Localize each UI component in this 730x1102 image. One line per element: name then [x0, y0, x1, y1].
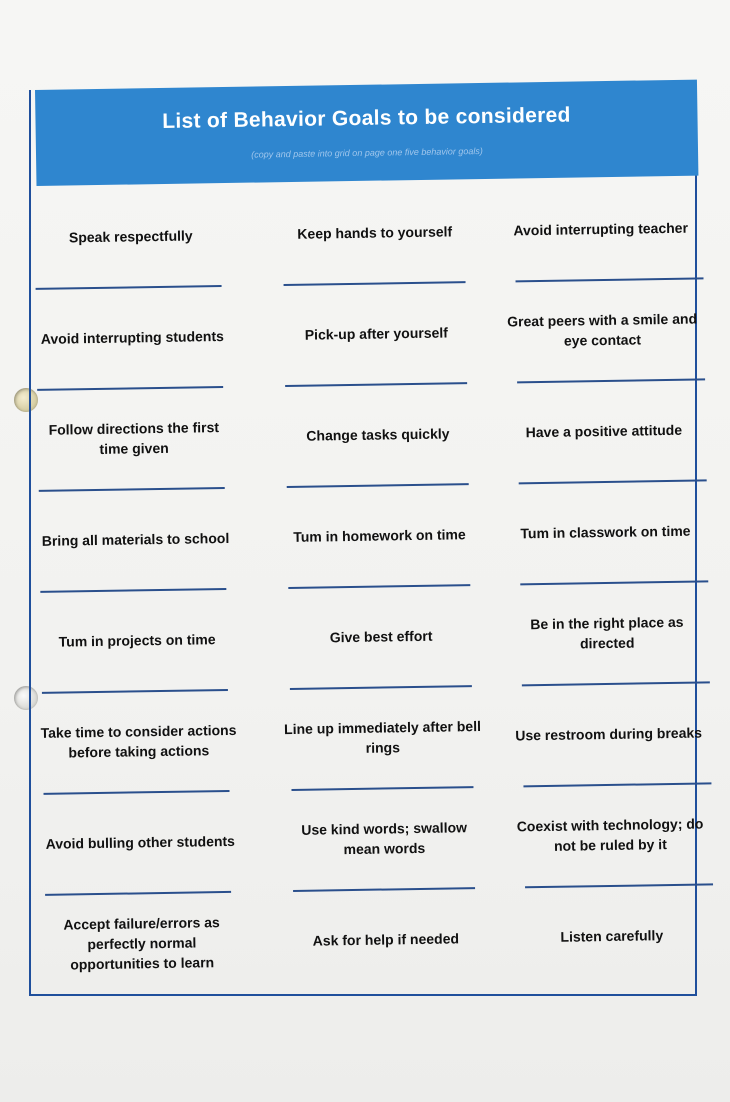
goal-cell: Great peers with a smile and eye contact [507, 310, 698, 349]
goal-cell: Line up immediately after bell rings [283, 717, 482, 756]
goal-cell: Follow directions the first time given [48, 419, 220, 457]
goal-cell: Tum in homework on time [293, 526, 466, 545]
goal-cell: Change tasks quickly [306, 425, 450, 444]
goal-cell: Avoid interrupting teacher [513, 219, 689, 239]
goal-cell: Pick-up after yourself [304, 324, 449, 343]
goal-cell: Tum in classwork on time [520, 522, 691, 542]
goals-grid [30, 177, 715, 995]
goal-cell: Use kind words; swallow mean words [301, 819, 468, 858]
page-subtitle: (copy and paste into grid on page one five behavior goals) [251, 145, 483, 160]
goal-cell: Coexist with technology; do not be ruled by it [516, 815, 704, 854]
goal-cell: Use restroom during breaks [515, 724, 703, 744]
goal-cell: Avoid bulling other students [45, 832, 236, 852]
goal-cell: Have a positive attitude [525, 421, 683, 441]
goal-cell: Be in the right place as directed [530, 613, 684, 652]
goal-cell: Ask for help if needed [312, 930, 460, 949]
goal-cell: Bring all materials to school [41, 529, 230, 549]
page-title: List of Behavior Goals to be considered [162, 103, 571, 134]
goal-cell: Tum in projects on time [58, 631, 216, 650]
goal-cell: Take time to consider actions before taking actions [40, 721, 237, 761]
goal-cell: Keep hands to yourself [297, 223, 453, 242]
goal-cell: Speak respectfully [68, 227, 193, 246]
goal-cell: Listen carefully [560, 927, 664, 945]
goal-cell: Give best effort [329, 627, 433, 646]
goal-cell: Accept failure/errors as perfectly normal opportunities to learn [63, 914, 220, 973]
header-banner [35, 80, 698, 186]
goal-cell: Avoid interrupting students [40, 327, 224, 347]
